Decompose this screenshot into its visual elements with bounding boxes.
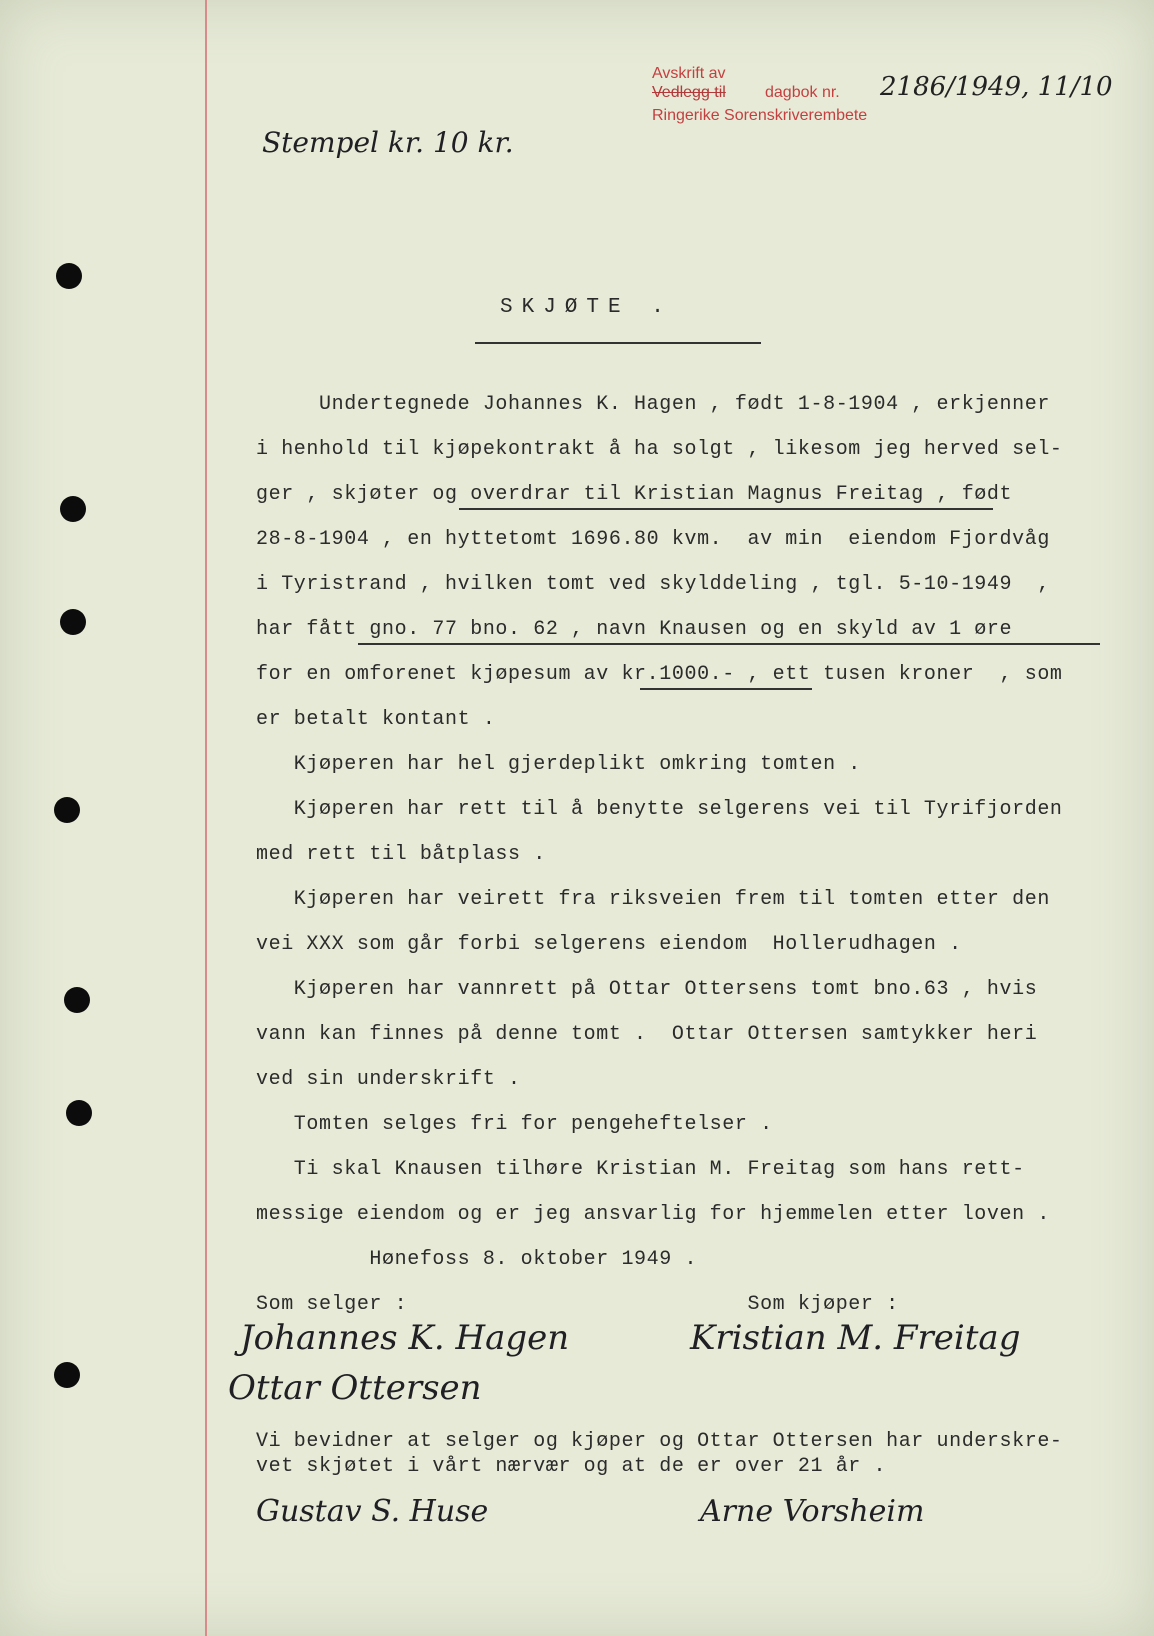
signature-seller: Johannes K. Hagen xyxy=(240,1318,570,1358)
text-line: har fått gno. 77 bno. 62 , navn Knausen og en skyld av 1 øre xyxy=(256,618,1013,641)
punch-hole xyxy=(54,797,80,823)
signature-ottar: Ottar Ottersen xyxy=(228,1368,482,1408)
text-line: Kjøperen har veirett fra riksveien frem til tomten etter den xyxy=(256,888,1050,911)
stamp-line: Vedlegg til xyxy=(652,84,726,101)
margin-line xyxy=(205,0,207,1636)
dagbok-number: 2186/1949, 11/10 xyxy=(880,72,1113,102)
punch-hole xyxy=(60,609,86,635)
punch-hole xyxy=(66,1100,92,1126)
stempel-note: Stempel kr. 10 kr. xyxy=(262,126,514,159)
punch-hole xyxy=(64,987,90,1013)
text-line: ger , skjøter og overdrar til Kristian Magnus Freitag , født xyxy=(256,483,1013,506)
text-line: vet skjøtet i vårt nærvær og at de er over 21 år . xyxy=(256,1455,887,1478)
punch-hole xyxy=(56,263,82,289)
text-line: Tomten selges fri for pengeheftelser . xyxy=(256,1113,773,1136)
text-line: i Tyristrand , hvilken tomt ved skylddeling , tgl. 5-10-1949 , xyxy=(256,573,1050,596)
underline xyxy=(640,688,812,690)
text-line: for en omforenet kjøpesum av kr.1000.- , ett tusen kroner , som xyxy=(256,663,1063,686)
text-line: Hønefoss 8. oktober 1949 . xyxy=(256,1248,698,1271)
stamp-line: Ringerike Sorenskriverembete xyxy=(652,107,868,124)
text-line: Som selger : Som kjøper : xyxy=(256,1293,899,1316)
text-line: er betalt kontant . xyxy=(256,708,496,731)
text-line: vann kan finnes på denne tomt . Ottar Ottersen samtykker heri xyxy=(256,1023,1038,1046)
text-line: vei XXX som går forbi selgerens eiendom Hollerudhagen . xyxy=(256,933,962,956)
signature-witness: Arne Vorsheim xyxy=(700,1494,925,1529)
text-line: Vi bevidner at selger og kjøper og Ottar Ottersen har underskre- xyxy=(256,1430,1063,1453)
signature-buyer: Kristian M. Freitag xyxy=(690,1318,1021,1358)
text-line: messige eiendom og er jeg ansvarlig for hjemmelen etter loven . xyxy=(256,1203,1050,1226)
dagbok-label: dagbok nr. xyxy=(765,84,840,101)
punch-hole xyxy=(54,1362,80,1388)
document-title: SKJØTE . xyxy=(500,296,673,319)
underline xyxy=(459,508,993,510)
text-line: Ti skal Knausen tilhøre Kristian M. Freitag som hans rett- xyxy=(256,1158,1025,1181)
text-line: ved sin underskrift . xyxy=(256,1068,521,1091)
text-line: Kjøperen har rett til å benytte selgerens vei til Tyrifjorden xyxy=(256,798,1063,821)
punch-hole xyxy=(60,496,86,522)
title-underline xyxy=(475,342,761,344)
text-line: Kjøperen har hel gjerdeplikt omkring tomten . xyxy=(256,753,861,776)
underline xyxy=(358,643,1100,645)
text-line: Kjøperen har vannrett på Ottar Ottersens tomt bno.63 , hvis xyxy=(256,978,1038,1001)
stamp-line: Avskrift av xyxy=(652,65,726,82)
signature-witness: Gustav S. Huse xyxy=(256,1494,489,1529)
text-line: i henhold til kjøpekontrakt å ha solgt , likesom jeg herved sel- xyxy=(256,438,1063,461)
text-line: 28-8-1904 , en hyttetomt 1696.80 kvm. av min eiendom Fjordvåg xyxy=(256,528,1050,551)
text-line: med rett til båtplass . xyxy=(256,843,546,866)
text-line: Undertegnede Johannes K. Hagen , født 1-8-1904 , erkjenner xyxy=(256,393,1050,416)
